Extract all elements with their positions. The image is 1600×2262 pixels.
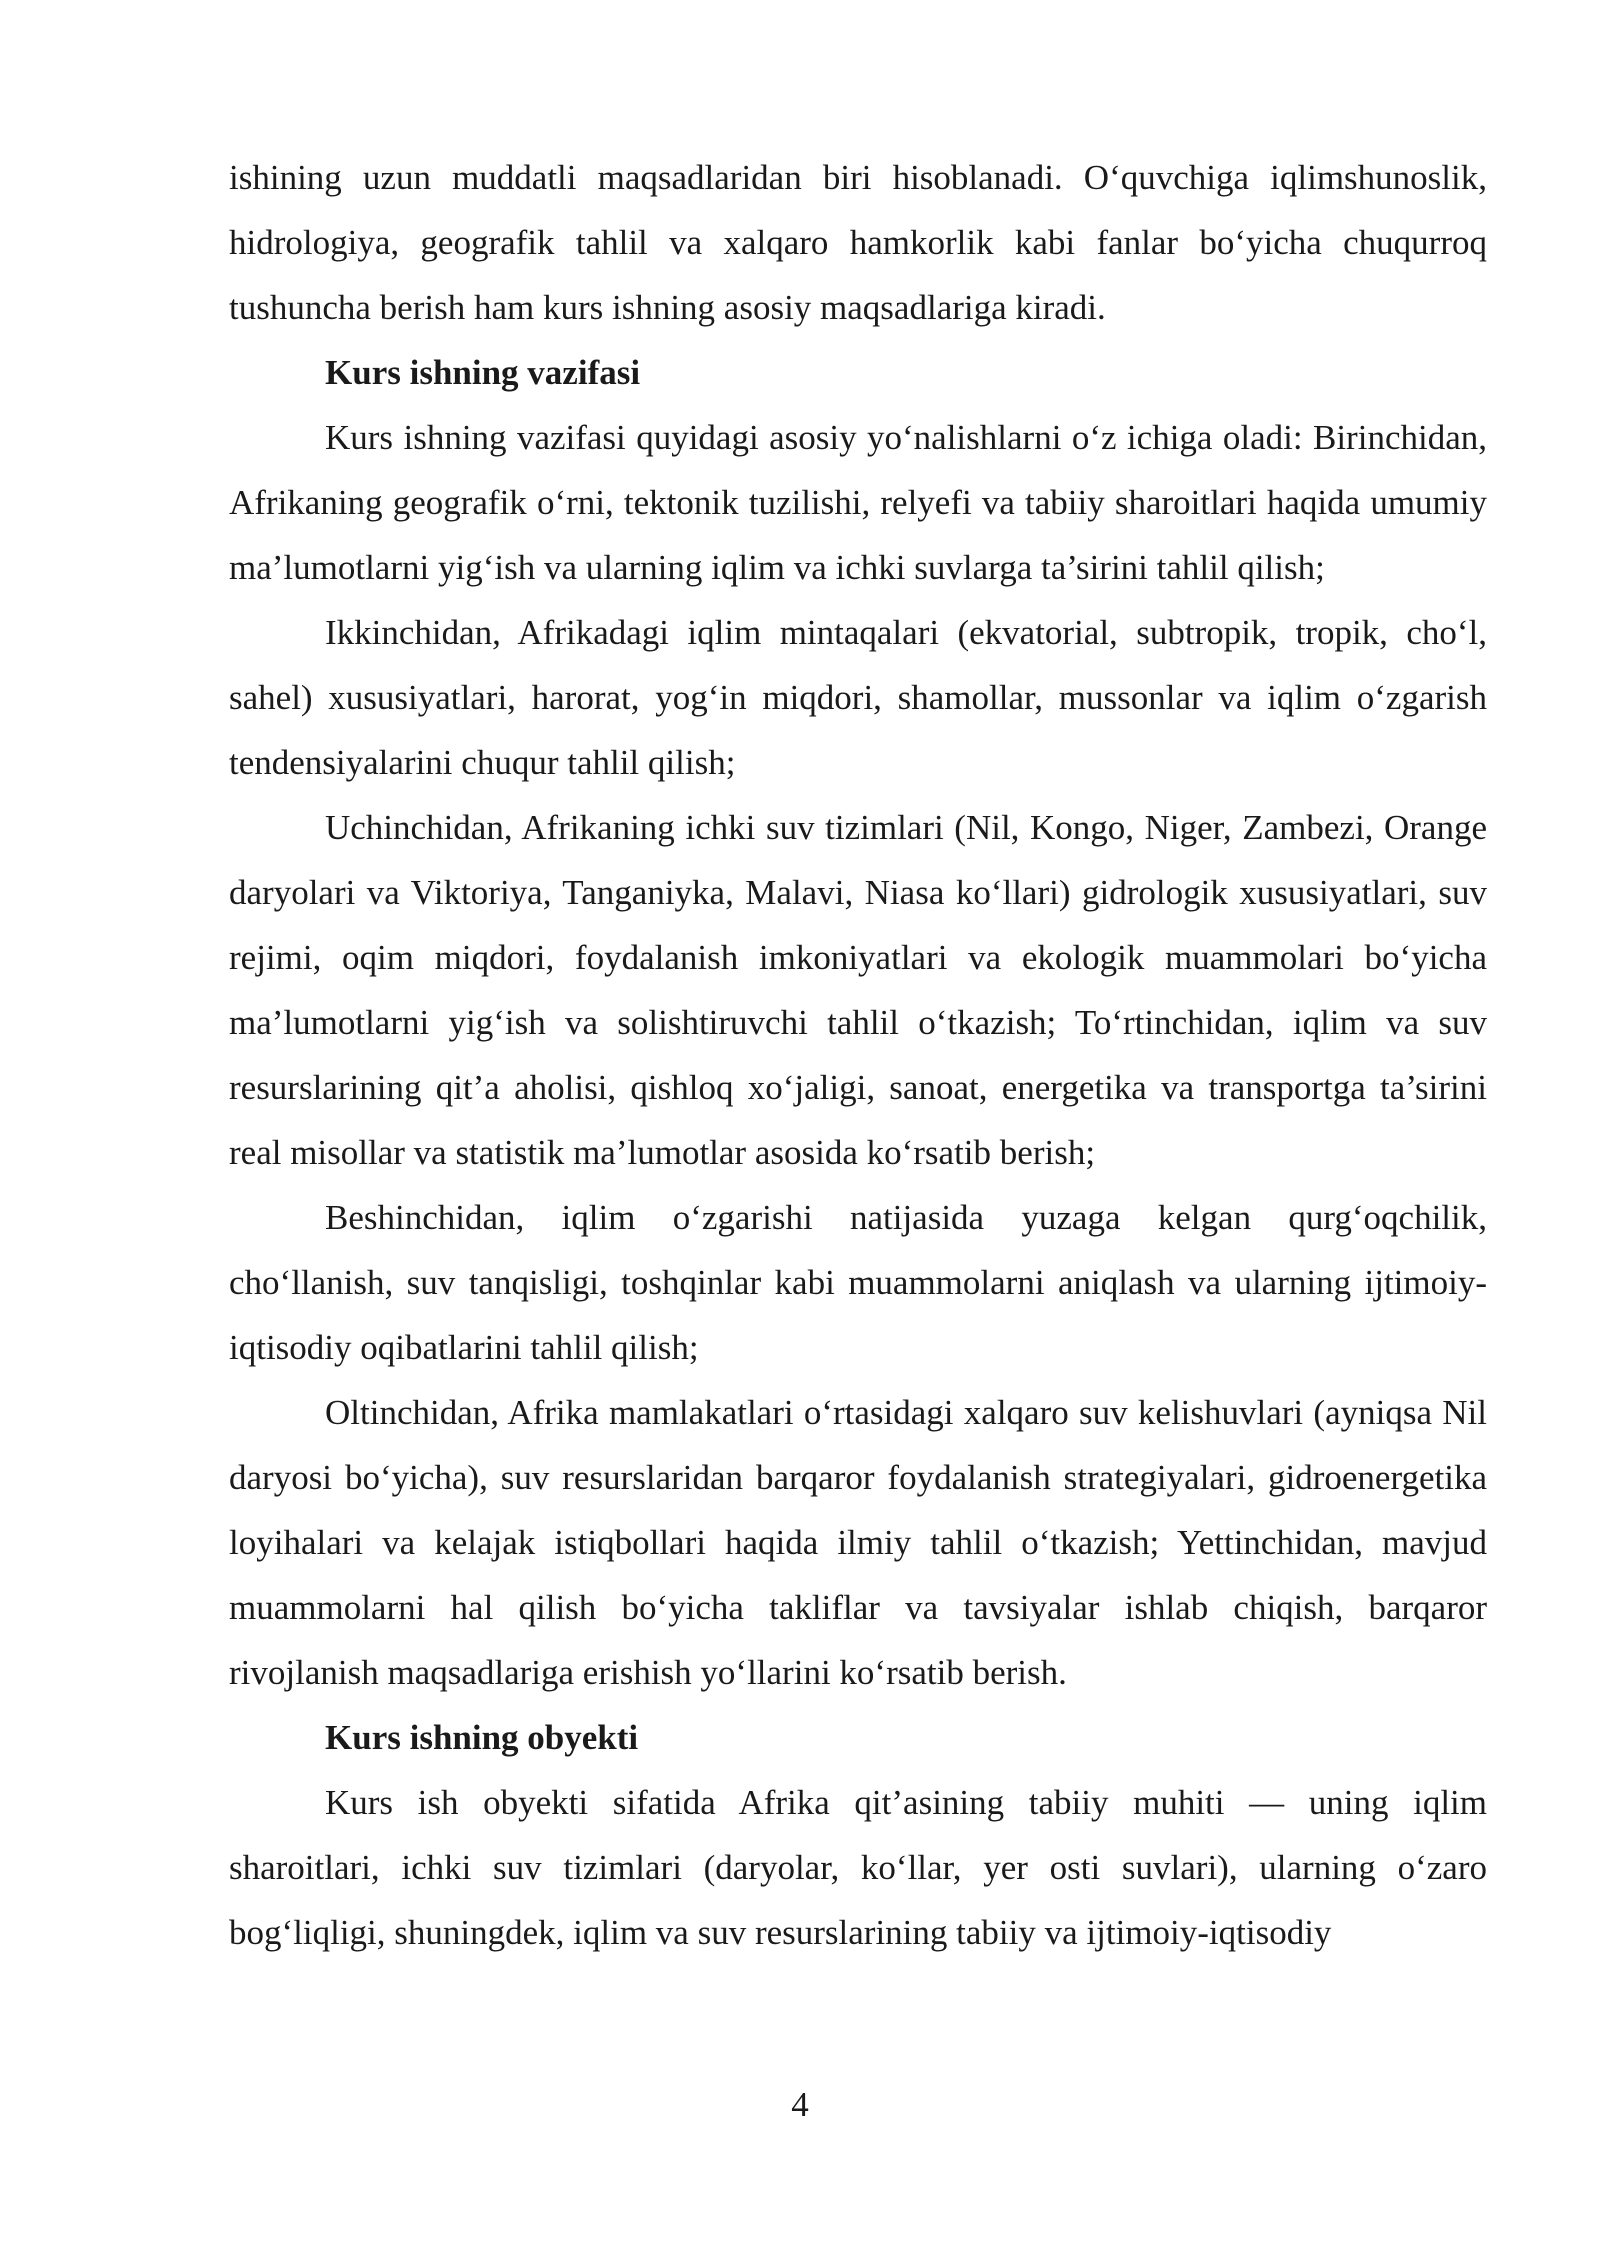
paragraph-vazifa-ikkinchidan: Ikkinchidan, Afrikadagi iqlim mintaqalari (ekvatorial, subtropik, tropik, cho‘l, sahel) xususiyatlari, harorat, yog‘in miqdori, shamollar, mussonlar va iqlim o‘zgarish tendensiyalarini chuqur tahlil qilish; (229, 613, 1487, 782)
document-body (229, 145, 1487, 1965)
page-number: 4 (791, 2085, 809, 2124)
paragraph-vazifa-birinchidan: Kurs ishning vazifasi quyidagi asosiy yo‘nalishlarni o‘z ichiga oladi: Birinchidan, Afrikaning geografik o‘rni, tektonik tuzilishi, relyefi va tabiiy sharoitlari haqida umumiy ma’lumotlarni yig‘ish va ularning iqlim va ichki suvlarga ta’sirini tahlil qilish; (229, 418, 1487, 587)
heading-kurs-ishning-vazifasi: Kurs ishning vazifasi (325, 353, 641, 392)
paragraph-vazifa-beshinchidan: Beshinchidan, iqlim o‘zgarishi natijasida yuzaga kelgan qurg‘oqchilik, cho‘llanish, suv tanqisligi, toshqinlar kabi muammolarni aniqlash va ularning ijtimoiy-iqtisodiy oqibatlarini tahlil qilish; (229, 1198, 1487, 1367)
heading-kurs-ishning-obyekti: Kurs ishning obyekti (325, 1718, 639, 1757)
paragraph-intro-continuation: ishining uzun muddatli maqsadlaridan biri hisoblanadi. O‘quvchiga iqlimshunoslik, hidrologiya, geografik tahlil va xalqaro hamkorlik kabi fanlar bo‘yicha chuqurroq tushuncha berish ham kurs ishning asosiy maqsadlariga kiradi. (229, 158, 1487, 327)
paragraph-vazifa-oltinchidan: Oltinchidan, Afrika mamlakatlari o‘rtasidagi xalqaro suv kelishuvlari (ayniqsa Nil daryosi bo‘yicha), suv resurslaridan barqaror foydalanish strategiyalari, gidroenergetika loyihalari va kelajak istiqbollari haqida ilmiy tahlil o‘tkazish; Yettinchidan, mavjud muammolarni hal qilish bo‘yicha takliflar va tavsiyalar ishlab chiqish, barqaror rivojlanish maqsadlariga erishish yo‘llarini ko‘rsatib berish. (229, 1393, 1487, 1692)
paragraph-vazifa-uchinchidan: Uchinchidan, Afrikaning ichki suv tizimlari (Nil, Kongo, Niger, Zambezi, Orange daryolari va Viktoriya, Tanganiyka, Malavi, Niasa ko‘llari) gidrologik xususiyatlari, suv rejimi, oqim miqdori, foydalanish imkoniyatlari va ekologik muammolari bo‘yicha ma’lumotlarni yig‘ish va solishtiruvchi tahlil o‘tkazish; To‘rtinchidan, iqlim va suv resurslarining qit’a aholisi, qishloq xo‘jaligi, sanoat, energetika va transportga ta’sirini real misollar va statistik ma’lumotlar asosida ko‘rsatib berish; (229, 808, 1487, 1172)
paragraph-obyekt: Kurs ish obyekti sifatida Afrika qit’asining tabiiy muhiti — uning iqlim sharoitlari, ichki suv tizimlari (daryolar, ko‘llar, yer osti suvlari), ularning o‘zaro bog‘liqligi, shuningdek, iqlim va suv resurslarining tabiiy va ijtimoiy-iqtisodiy (229, 1783, 1487, 1952)
